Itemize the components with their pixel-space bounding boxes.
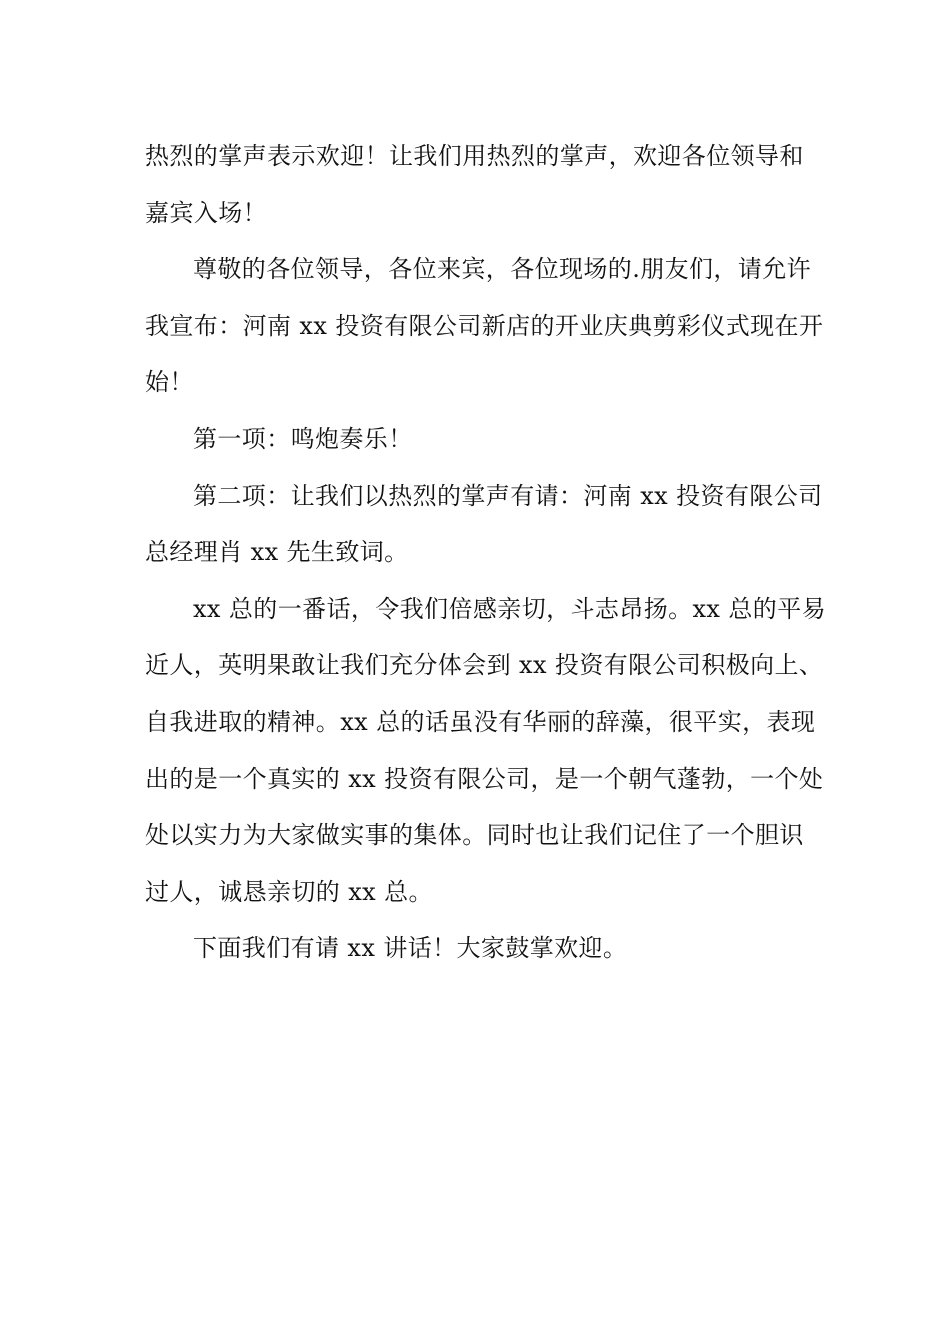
paragraph-line: 第一项：鸣炮奏乐！ (193, 424, 413, 453)
paragraph-line: 过人，诚恳亲切的 xx 总。 (145, 877, 433, 906)
paragraph-line: 始！ (145, 368, 194, 397)
paragraph-line: 热烈的掌声表示欢迎！让我们用热烈的掌声，欢迎各位领导和 (145, 142, 804, 170)
paragraph-line: 总经理肖 xx 先生致词。 (145, 538, 409, 567)
paragraph-4 (145, 468, 823, 581)
paragraph-line: 出的是一个真实的 xx 投资有限公司，是一个朝气蓬勃，一个处 (145, 764, 824, 793)
paragraph-line: 近人，英明果敢让我们充分体会到 xx 投资有限公司积极向上、 (145, 651, 824, 680)
paragraph-line: 处以实力为大家做实事的集体。同时也让我们记住了一个胆识 (145, 821, 804, 850)
paragraph-line: 尊敬的各位领导，各位来宾，各位现场的.朋友们，请允许 (193, 255, 812, 284)
paragraph-line: 自我进取的精神。xx 总的话虽没有华丽的辞藻，很平实，表现 (145, 707, 816, 736)
document-body (145, 128, 826, 977)
paragraph-line: 我宣布：河南 xx 投资有限公司新店的开业庆典剪彩仪式现在开 (145, 311, 824, 340)
paragraph-line: xx 总的一番话，令我们倍感亲切，斗志昂扬。xx 总的平易 (193, 594, 826, 623)
paragraph-2 (145, 241, 824, 411)
paragraph-line: 下面我们有请 xx 讲话！大家鼓掌欢迎。 (193, 934, 628, 963)
paragraph-3 (145, 411, 807, 468)
paragraph-line: 第二项：让我们以热烈的掌声有请：河南 xx 投资有限公司 (193, 481, 823, 510)
paragraph-1 (145, 128, 807, 241)
paragraph-line: 嘉宾入场！ (145, 198, 267, 227)
paragraph-6 (145, 920, 807, 977)
paragraph-5 (145, 581, 826, 921)
